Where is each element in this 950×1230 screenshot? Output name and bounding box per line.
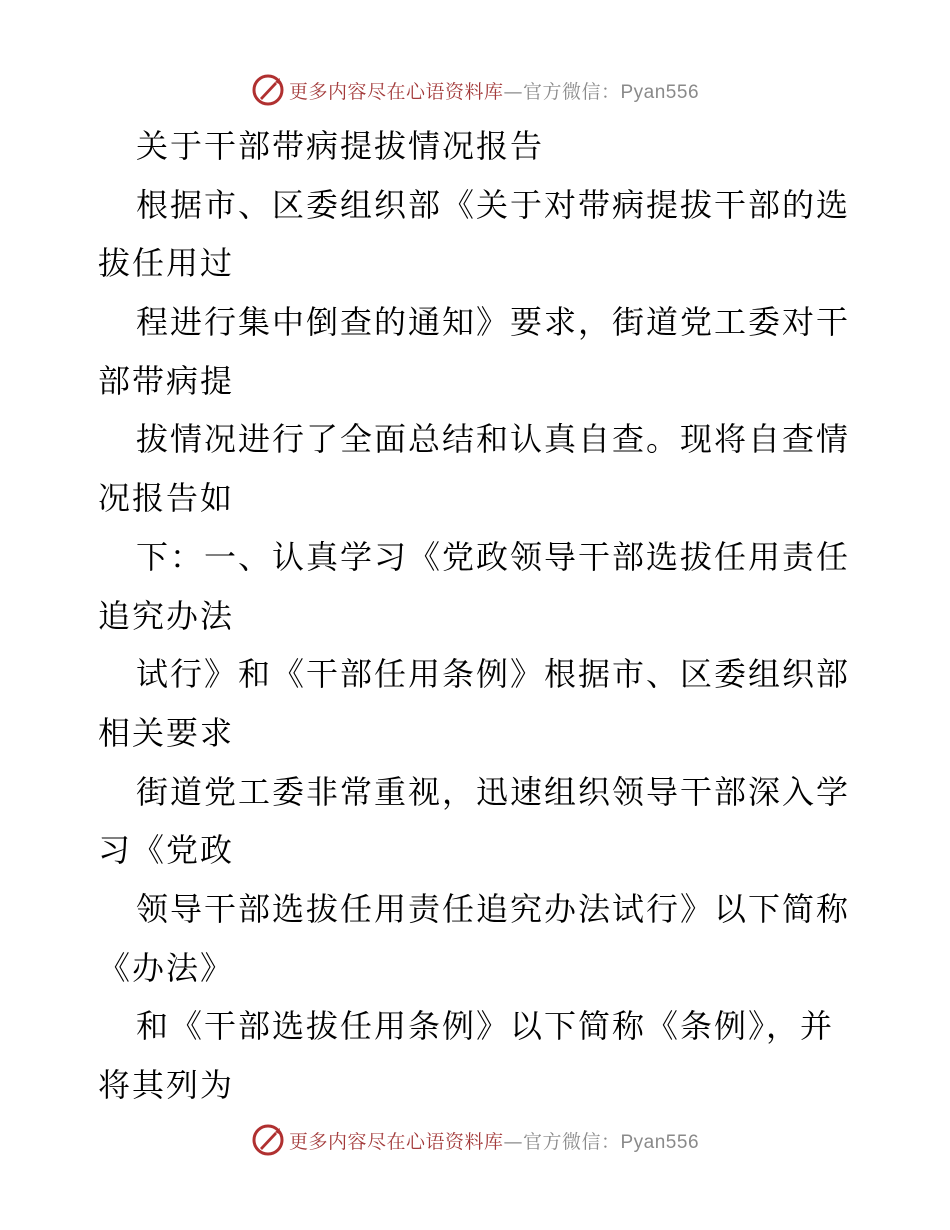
body-line: 习《党政 [98, 831, 235, 870]
body-line: 将其列为 [98, 1066, 235, 1104]
body-line: 程进行集中倒查的通知》要求，街道党工委对干 [136, 303, 851, 342]
watermark-text [289, 77, 699, 104]
watermark-wechat-label: 官方微信： [522, 80, 621, 103]
watermark-banner-top [0, 70, 950, 110]
body-line: 况报告如 [98, 479, 235, 518]
body-line: 试行》和《干部任用条例》根据市、区委组织部 [136, 655, 851, 694]
body-line: 拔任用过 [98, 244, 235, 283]
watermark-dash: — [503, 80, 523, 103]
watermark-wechat-label: 官方微信： [522, 1130, 621, 1153]
watermark-main: 更多内容尽在心语资料库 [288, 80, 504, 103]
body-line: 相关要求 [98, 713, 235, 752]
document-title: 关于干部带病提拔情况报告 [136, 127, 545, 165]
watermark-wechat-id: Pyan556 [620, 81, 700, 103]
body-line: 根据市、区委组织部《关于对带病提拔干部的选 [136, 185, 851, 224]
body-line: 《办法》 [98, 948, 235, 987]
watermark-dash: — [503, 1130, 523, 1153]
watermark-wechat-id: Pyan556 [620, 1131, 700, 1153]
body-line: 下：一、认真学习《党政领导干部选拔任用责任 [136, 537, 851, 576]
body-line: 部带病提 [98, 361, 235, 400]
body-line: 领导干部选拔任用责任追究办法试行》以下简称 [136, 889, 851, 928]
body-line: 街道党工委非常重视，迅速组织领导干部深入学 [136, 772, 851, 811]
watermark-text [289, 1127, 699, 1154]
body-line: 拔情况进行了全面总结和认真自查。现将自查情 [136, 420, 851, 459]
body-line: 和《干部选拔任用条例》以下简称《条例》，并 [136, 1007, 835, 1046]
quill-logo-icon [251, 73, 285, 107]
watermark-banner-bottom [0, 1120, 950, 1160]
watermark-main: 更多内容尽在心语资料库 [288, 1130, 504, 1153]
body-line: 追究办法 [98, 596, 235, 635]
quill-logo-icon [251, 1123, 285, 1157]
document-body [98, 117, 858, 1115]
